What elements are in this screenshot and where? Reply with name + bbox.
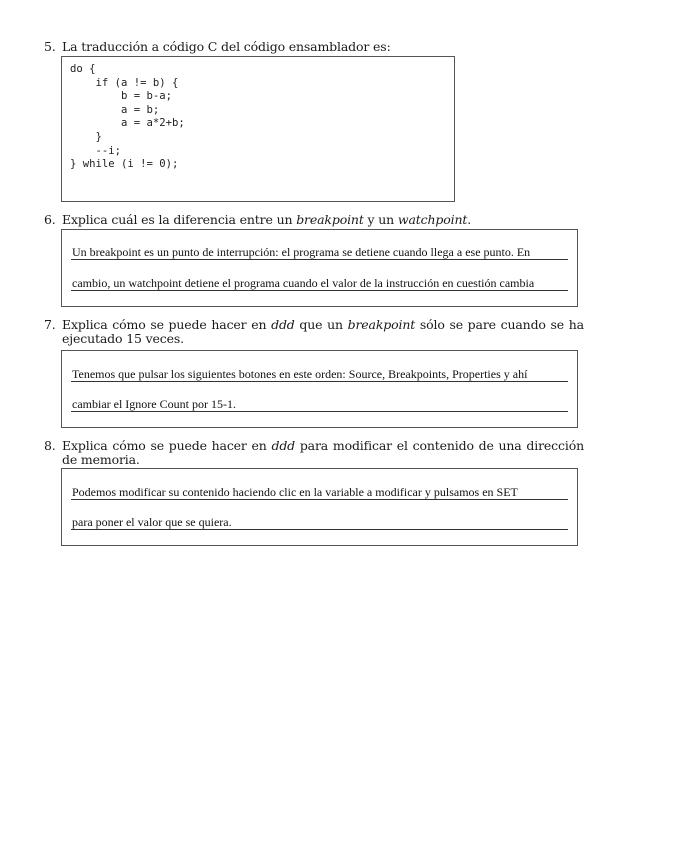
question-prompt: Explica cómo se puede hacer en ddd que un breakpoint sólo se pare cuando se ha ejecutado 15 veces.: [62, 317, 584, 346]
question-number: 8.: [44, 438, 56, 453]
question-number: 6.: [44, 212, 56, 227]
question-6: [44, 213, 584, 227]
answer-line: Podemos modificar su contenido haciendo clic en la variable a modificar y pulsamos en SET: [71, 485, 568, 500]
c-code-listing: do { if (a != b) { b = b-a; a = b; a = a*2+b; } --i; } while (i != 0);: [70, 63, 185, 171]
question-prompt: Explica cuál es la diferencia entre un breakpoint y un watchpoint.: [62, 212, 472, 227]
question-5: [44, 40, 584, 54]
answer-line: cambio, un watchpoint detiene el programa cuando el valor de la instrucción en cuestión cambia: [71, 276, 568, 291]
question-7: [44, 318, 584, 346]
code-box: [61, 56, 455, 202]
answer-line: para poner el valor que se quiera.: [71, 515, 568, 530]
question-number: 7.: [44, 317, 56, 332]
question-prompt: La traducción a código C del código ensamblador es:: [62, 39, 391, 54]
term-ddd: ddd: [271, 317, 295, 332]
answer-line: cambiar el Ignore Count por 15-1.: [71, 397, 568, 412]
answer-line: Tenemos que pulsar los siguientes botones en este orden: Source, Breakpoints, Properties y ahí: [71, 367, 568, 382]
answer-line: Un breakpoint es un punto de interrupción: el programa se detiene cuando llega a ese punto. En: [71, 245, 568, 260]
term-breakpoint: breakpoint: [347, 317, 416, 332]
term-watchpoint: watchpoint: [397, 212, 468, 227]
term-breakpoint: breakpoint: [296, 212, 364, 227]
question-number: 5.: [44, 39, 56, 54]
answer-box-6[interactable]: [61, 229, 578, 307]
term-ddd: ddd: [271, 438, 296, 453]
answer-box-7[interactable]: [61, 350, 578, 428]
question-8: [44, 439, 584, 467]
question-prompt: Explica cómo se puede hacer en ddd para modificar el contenido de una dirección de memoria.: [62, 438, 584, 467]
answer-box-8[interactable]: [61, 468, 578, 546]
